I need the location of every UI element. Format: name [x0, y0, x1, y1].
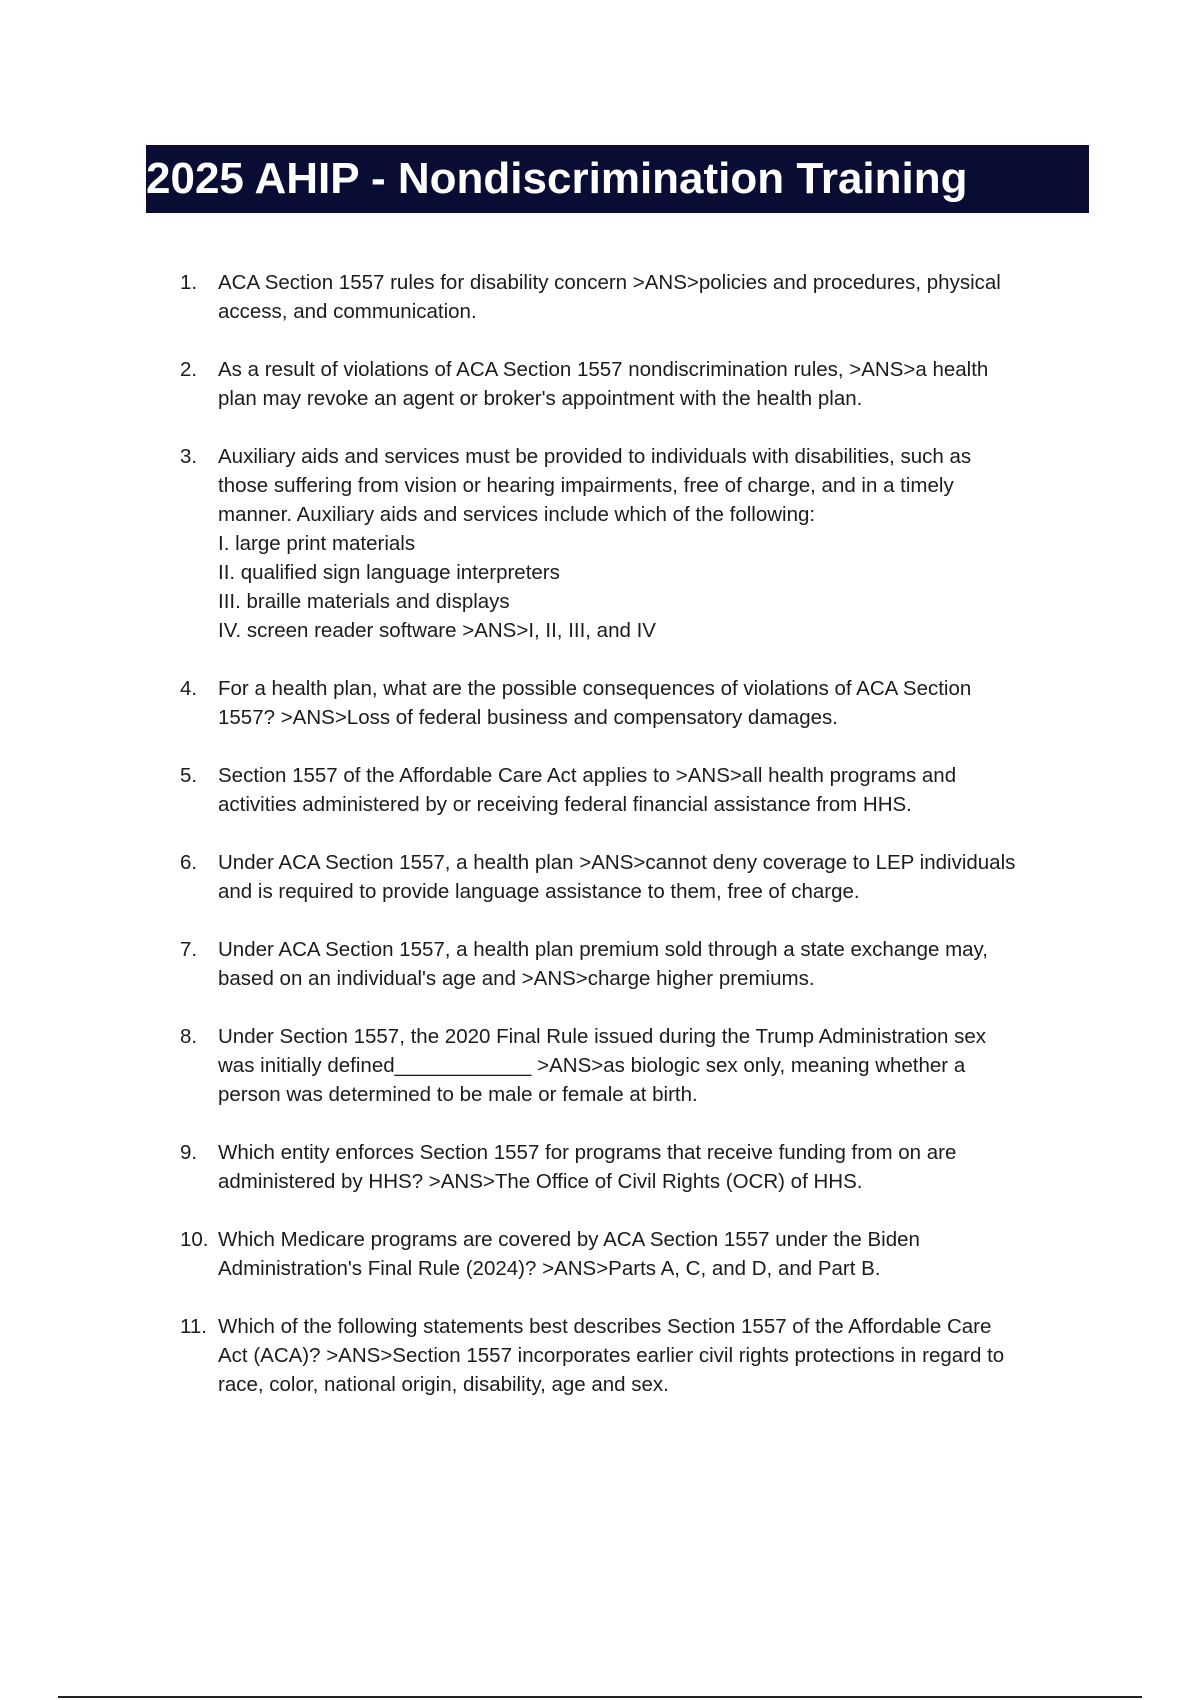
- list-item: [180, 761, 1090, 819]
- item-text-line: administered by HHS? >ANS>The Office of Civil Rights (OCR) of HHS.: [218, 1170, 863, 1193]
- item-text-line: Under ACA Section 1557, a health plan >ANS>cannot deny coverage to LEP individuals: [218, 851, 1016, 874]
- item-text-line: Which of the following statements best describes Section 1557 of the Affordable Care: [218, 1315, 992, 1338]
- item-text-line: Administration's Final Rule (2024)? >ANS>Parts A, C, and D, and Part B.: [218, 1257, 881, 1280]
- list-item: [180, 1225, 1090, 1283]
- item-text-line: manner. Auxiliary aids and services include which of the following:: [218, 503, 816, 526]
- item-number: 4.: [180, 677, 198, 700]
- item-number: 5.: [180, 764, 198, 787]
- item-text-line: II. qualified sign language interpreters: [218, 561, 560, 584]
- list-item: [180, 1022, 1090, 1109]
- item-number: 3.: [180, 445, 198, 468]
- item-number: 1.: [180, 271, 198, 294]
- item-text-line: As a result of violations of ACA Section 1557 nondiscrimination rules, >ANS>a health: [218, 358, 989, 381]
- item-text-line: and is required to provide language assistance to them, free of charge.: [218, 880, 860, 903]
- item-text-line: activities administered by or receiving federal financial assistance from HHS.: [218, 793, 912, 816]
- item-text-line: Under Section 1557, the 2020 Final Rule issued during the Trump Administration sex: [218, 1025, 987, 1048]
- item-text-line: person was determined to be male or female at birth.: [218, 1083, 698, 1106]
- item-text-line: access, and communication.: [218, 300, 477, 323]
- item-text-line: I. large print materials: [218, 532, 416, 555]
- list-item: [180, 674, 1090, 732]
- item-number: 6.: [180, 851, 198, 874]
- item-text-line: Which Medicare programs are covered by ACA Section 1557 under the Biden: [218, 1228, 920, 1251]
- list-item: [180, 268, 1090, 326]
- item-number: 7.: [180, 938, 198, 961]
- item-text-line: race, color, national origin, disability, age and sex.: [218, 1373, 669, 1396]
- list-item: [180, 1138, 1090, 1196]
- item-number: 11.: [180, 1315, 207, 1338]
- item-text-line: 1557? >ANS>Loss of federal business and compensatory damages.: [218, 706, 838, 729]
- list-item: [180, 935, 1090, 993]
- item-text-line: Auxiliary aids and services must be provided to individuals with disabilities, such as: [218, 445, 972, 468]
- item-text-line: Section 1557 of the Affordable Care Act applies to >ANS>all health programs and: [218, 764, 957, 787]
- item-text-line: IV. screen reader software >ANS>I, II, III, and IV: [218, 619, 656, 642]
- title-banner: [146, 145, 1089, 213]
- item-number: 9.: [180, 1141, 198, 1164]
- item-text-line: III. braille materials and displays: [218, 590, 510, 613]
- item-number: 8.: [180, 1025, 198, 1048]
- item-text-line: plan may revoke an agent or broker's appointment with the health plan.: [218, 387, 863, 410]
- item-text-line: For a health plan, what are the possible consequences of violations of ACA Section: [218, 677, 972, 700]
- item-text-line: Which entity enforces Section 1557 for programs that receive funding from on are: [218, 1141, 957, 1164]
- item-text-line: Under ACA Section 1557, a health plan premium sold through a state exchange may,: [218, 938, 988, 961]
- item-number: 2.: [180, 358, 198, 381]
- item-text-line: was initially defined____________ >ANS>as biologic sex only, meaning whether a: [218, 1054, 966, 1077]
- list-item: [180, 355, 1090, 413]
- page-divider: [58, 1696, 1142, 1698]
- item-text-line: those suffering from vision or hearing impairments, free of charge, and in a timely: [218, 474, 954, 497]
- list-item: [180, 848, 1090, 906]
- item-text-line: Act (ACA)? >ANS>Section 1557 incorporates earlier civil rights protections in regard to: [218, 1344, 1005, 1367]
- list-item: [180, 442, 1090, 645]
- item-text-line: ACA Section 1557 rules for disability concern >ANS>policies and procedures, physical: [218, 271, 1001, 294]
- item-number: 10.: [180, 1228, 209, 1251]
- item-text-line: based on an individual's age and >ANS>charge higher premiums.: [218, 967, 815, 990]
- question-list: [180, 268, 1090, 1428]
- page-title: 2025 AHIP - Nondiscrimination Training: [146, 154, 968, 203]
- list-item: [180, 1312, 1090, 1399]
